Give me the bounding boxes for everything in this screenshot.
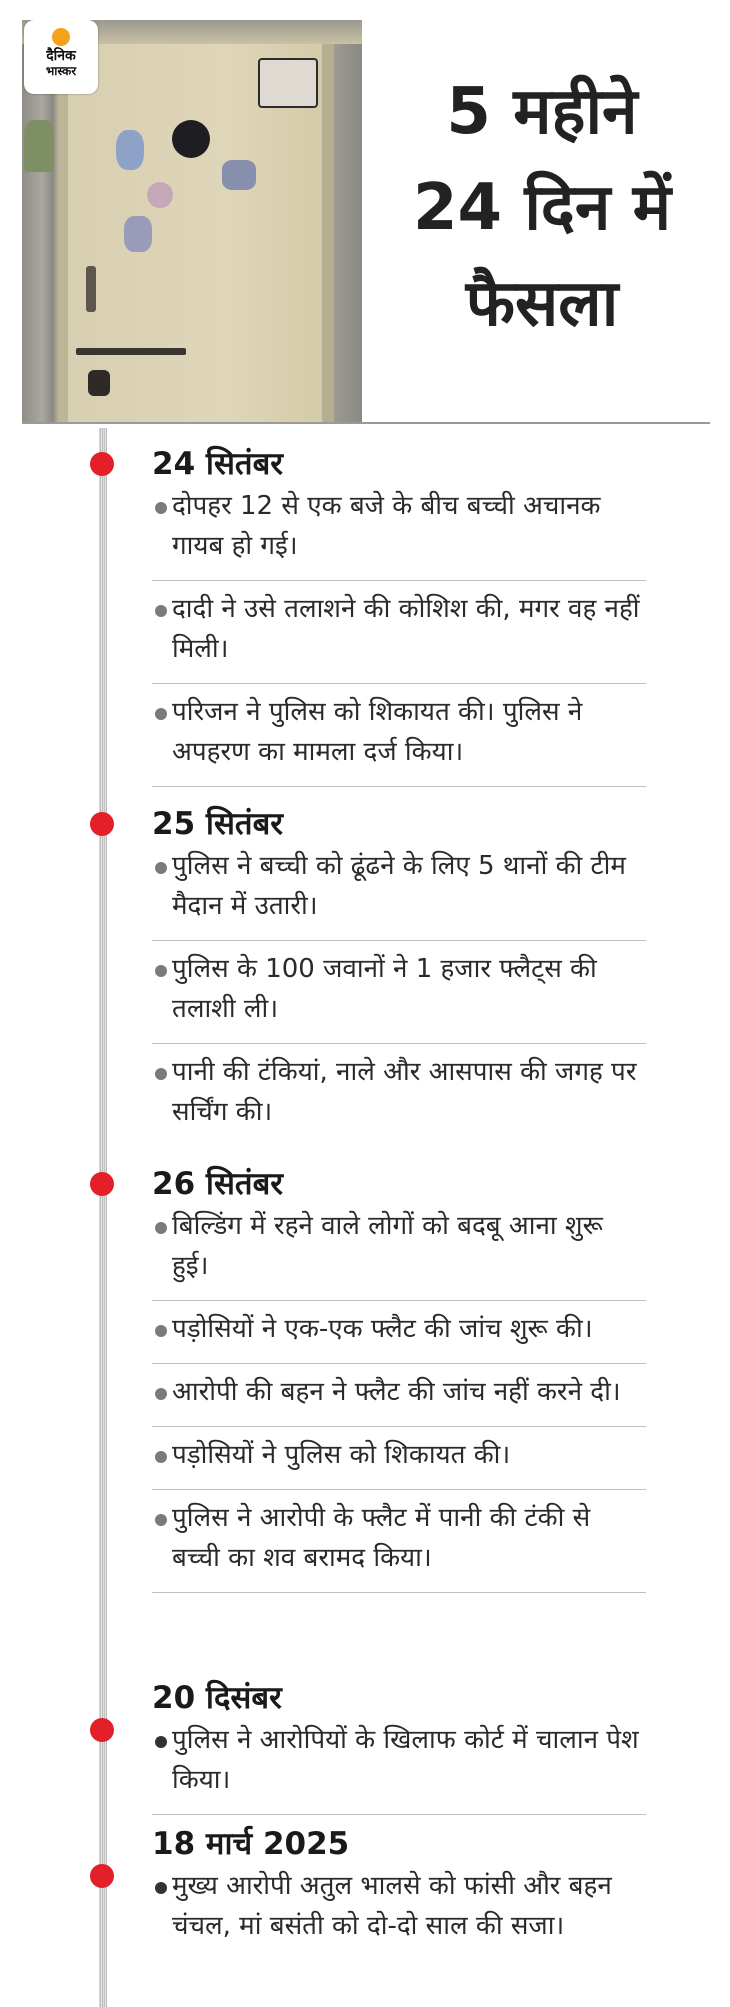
section-date: 25 सितंबर	[152, 806, 283, 842]
timeline-dot	[90, 812, 114, 836]
logo-text: भास्कर	[45, 64, 77, 78]
sticker	[147, 182, 173, 208]
bullet-icon	[155, 1068, 167, 1080]
mask-on-door	[258, 58, 318, 108]
bullet-icon	[155, 1451, 167, 1463]
item-text: मुख्य आरोपी अतुल भालसे को फांसी और बहन चंचल, मां बसंती को दो-दो साल की सजा।	[172, 1871, 612, 1941]
item-text: दादी ने उसे तलाशने की कोशिश की, मगर वह नहीं मिली।	[172, 594, 640, 664]
timeline	[0, 428, 730, 2007]
padlock	[88, 370, 110, 396]
title-line: 24 दिन में	[413, 171, 671, 245]
header	[22, 20, 712, 422]
sticker	[172, 120, 210, 158]
item-text: पुलिस ने आरोपी के फ्लैट में पानी की टंकी से बच्ची का शव बरामद किया।	[172, 1503, 591, 1573]
bullet-icon	[155, 708, 167, 720]
list-item	[152, 1050, 646, 1146]
door-edge	[58, 44, 68, 422]
divider	[22, 422, 710, 424]
item-text: पुलिस ने आरोपियों के खिलाफ कोर्ट में चालान पेश किया।	[172, 1725, 639, 1795]
list-item	[152, 1307, 646, 1364]
section-date: 24 सितंबर	[152, 446, 283, 482]
item-text: पड़ोसियों ने एक-एक फ्लैट की जांच शुरू की।	[172, 1314, 593, 1344]
section-date: 26 सितंबर	[152, 1166, 283, 1202]
list-item	[152, 1433, 646, 1490]
item-text: पानी की टंकियां, नाले और आसपास की जगह पर सर्चिंग की।	[172, 1057, 637, 1127]
list-item	[152, 1496, 646, 1593]
timeline-section	[152, 444, 646, 793]
door-photo	[22, 20, 362, 422]
section-date: 18 मार्च 2025	[152, 1826, 350, 1862]
sticker	[124, 216, 152, 252]
bullet-icon	[155, 502, 167, 514]
timeline-section	[152, 1164, 646, 1599]
list-item	[152, 844, 646, 941]
list-item	[152, 947, 646, 1044]
page-title	[372, 64, 712, 352]
timeline-dot	[90, 1172, 114, 1196]
door-edge	[322, 44, 334, 422]
bullet-icon	[155, 1325, 167, 1337]
timeline-dot	[90, 1718, 114, 1742]
item-text: पड़ोसियों ने पुलिस को शिकायत की।	[172, 1440, 511, 1470]
item-text: आरोपी की बहन ने फ्लैट की जांच नहीं करने दी।	[172, 1377, 621, 1407]
door-latch	[76, 348, 186, 355]
bullet-icon	[155, 965, 167, 977]
sticker	[222, 160, 256, 190]
timeline-dot	[90, 452, 114, 476]
list-item	[152, 1204, 646, 1301]
list-item	[152, 587, 646, 684]
sticker	[116, 130, 144, 170]
sun-icon	[52, 28, 70, 46]
item-text: परिजन ने पुलिस को शिकायत की। पुलिस ने अपहरण का मामला दर्ज किया।	[172, 697, 583, 767]
title-line: फैसला	[465, 267, 619, 341]
logo-text: दैनिक	[46, 48, 76, 64]
brand-logo	[24, 20, 98, 94]
section-date: 20 दिसंबर	[152, 1680, 282, 1716]
list-item	[152, 1718, 646, 1815]
bullet-icon	[155, 605, 167, 617]
bullet-icon	[155, 1514, 167, 1526]
bullet-icon	[155, 1222, 167, 1234]
item-text: बिल्डिंग में रहने वाले लोगों को बदबू आना शुरू हुई।	[172, 1211, 603, 1281]
door-handle	[86, 266, 96, 312]
item-text: पुलिस के 100 जवानों ने 1 हजार फ्लैट्स की तलाशी ली।	[172, 954, 597, 1024]
plant-pot	[24, 120, 54, 172]
timeline-section	[152, 804, 646, 1152]
list-item	[152, 1370, 646, 1427]
item-text: पुलिस ने बच्ची को ढूंढने के लिए 5 थानों की टीम मैदान में उतारी।	[172, 851, 626, 921]
timeline-track	[99, 428, 107, 2007]
list-item	[152, 484, 646, 581]
timeline-dot	[90, 1864, 114, 1888]
list-item	[152, 1864, 646, 1960]
list-item	[152, 690, 646, 787]
bullet-icon	[155, 1736, 167, 1748]
bullet-icon	[155, 1388, 167, 1400]
bullet-icon	[155, 1882, 167, 1894]
title-line: 5 महीने	[446, 75, 638, 149]
timeline-section	[152, 1824, 646, 1966]
timeline-section	[152, 1678, 646, 1821]
bullet-icon	[155, 862, 167, 874]
item-text: दोपहर 12 से एक बजे के बीच बच्ची अचानक गायब हो गई।	[172, 491, 601, 561]
